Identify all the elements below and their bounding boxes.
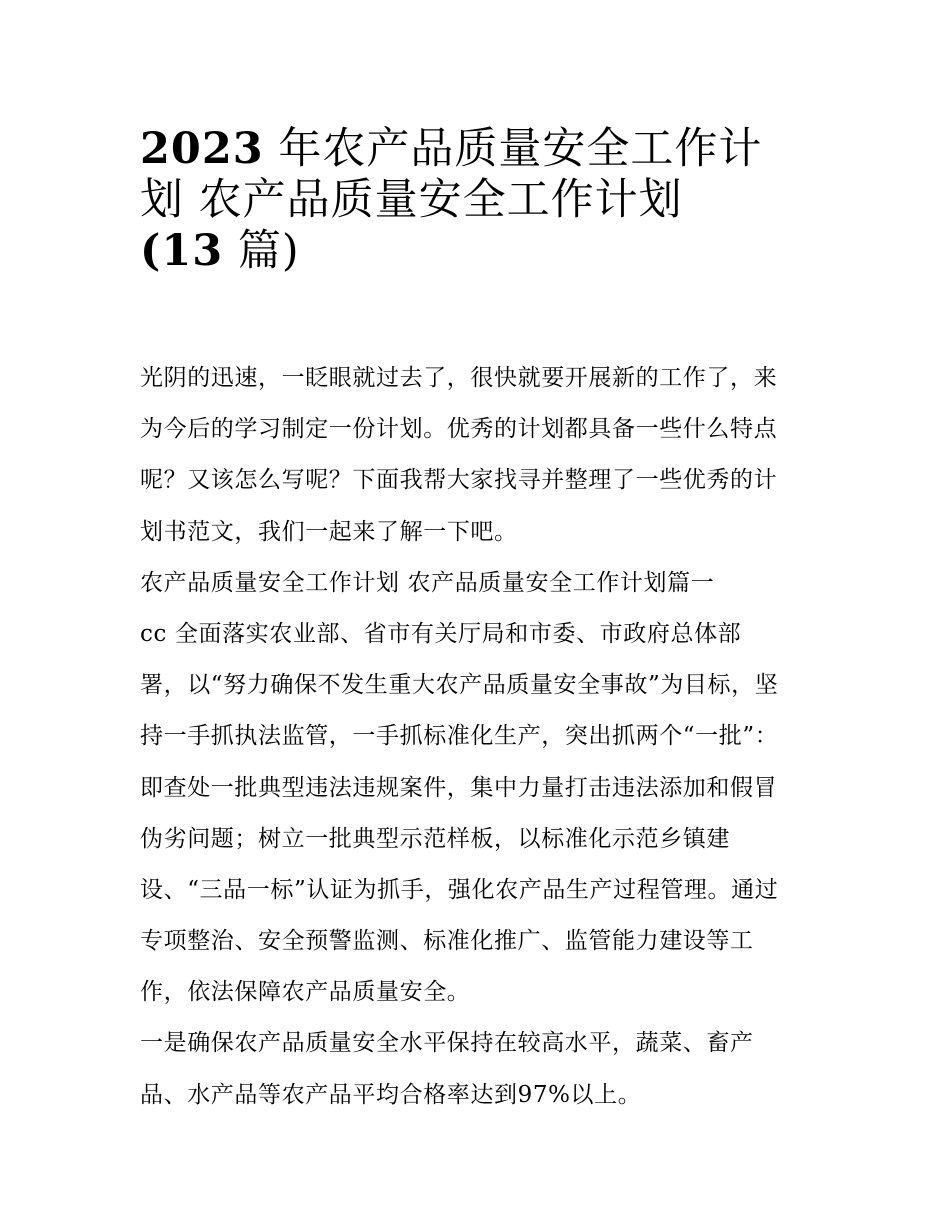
section-heading: 农产品质量安全工作计划 农产品质量安全工作计划篇一: [140, 569, 715, 596]
title-count: (13: [140, 226, 224, 277]
text-line: 持一手抓执法监管，一手抓标准化生产，突出抓两个“一批”：: [140, 723, 779, 750]
title-text: 年农产品质量安全工作计: [278, 124, 763, 174]
title-text: 划 农产品质量安全工作计划: [140, 175, 683, 226]
title-line-1: [140, 112, 830, 174]
text-line: 伪劣问题；树立一批典型示范样板，以标准化示范乡镇建: [140, 825, 730, 852]
document-title: [140, 112, 830, 277]
text-line: 一是确保农产品质量安全水平保持在较高水平，蔬菜、畜产: [140, 1030, 754, 1057]
text-line: 呢？又该怎么写呢？下面我帮大家找寻并整理了一些优秀的计: [140, 467, 778, 494]
text-line: 品、水产品等农产品平均合格率达到97%以上。: [140, 1081, 642, 1108]
text-line: cc 全面落实农业部、省市有关厅局和市委、市政府总体部: [140, 620, 742, 647]
text-line: 为今后的学习制定一份计划。优秀的计划都具备一些什么特点: [140, 416, 778, 443]
text-line: 署，以“努力确保不发生重大农产品质量安全事故”为目标，坚: [140, 672, 779, 699]
title-year: 2023: [140, 124, 264, 174]
text-line: 设、“三品一标”认证为抓手，强化农产品生产过程管理。通过: [140, 876, 779, 903]
text-line: 作，依法保障农产品质量安全。: [140, 979, 471, 1006]
text-line: 即查处一批典型违法违规案件，集中力量打击违法添加和假冒: [140, 774, 778, 801]
text-line: 划书范文，我们一起来了解一下吧。: [140, 518, 518, 545]
title-text: 篇): [237, 226, 300, 277]
text-line: 专项整治、安全预警监测、标准化推广、监管能力建设等工: [140, 928, 754, 955]
text-line: 光阴的迅速，一眨眼就过去了，很快就要开展新的工作了，来: [140, 365, 778, 391]
document-body: [140, 353, 820, 1121]
